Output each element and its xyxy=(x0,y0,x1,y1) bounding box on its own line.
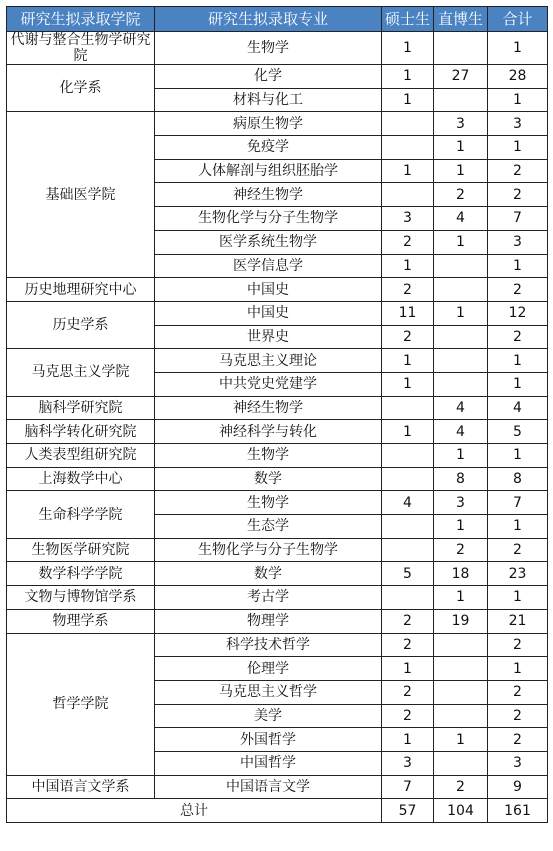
master-count-cell: 1 xyxy=(382,65,434,89)
master-count-cell: 3 xyxy=(382,207,434,231)
major-cell: 马克思主义哲学 xyxy=(155,680,382,704)
total-count-cell: 1 xyxy=(488,254,548,278)
master-count-cell: 2 xyxy=(382,680,434,704)
master-count-cell xyxy=(382,136,434,160)
master-count-cell: 2 xyxy=(382,278,434,302)
total-count-cell: 21 xyxy=(488,609,548,633)
master-count-cell: 1 xyxy=(382,159,434,183)
phd-count-cell xyxy=(434,254,488,278)
total-count-cell: 1 xyxy=(488,372,548,396)
phd-count-cell: 1 xyxy=(434,136,488,160)
total-count-cell: 3 xyxy=(488,751,548,775)
total-count-cell: 2 xyxy=(488,538,548,562)
major-cell: 外国哲学 xyxy=(155,728,382,752)
department-cell: 人类表型组研究院 xyxy=(7,444,155,468)
major-cell: 医学系统生物学 xyxy=(155,230,382,254)
major-cell: 病原生物学 xyxy=(155,112,382,136)
phd-count-cell: 19 xyxy=(434,609,488,633)
total-count-cell: 2 xyxy=(488,633,548,657)
table-row xyxy=(7,609,548,633)
department-cell: 化学系 xyxy=(7,65,155,112)
major-cell: 伦理学 xyxy=(155,657,382,681)
department-cell: 基础医学院 xyxy=(7,112,155,278)
master-count-cell xyxy=(382,183,434,207)
phd-count-cell: 1 xyxy=(434,230,488,254)
table-row xyxy=(7,301,548,325)
major-cell: 数学 xyxy=(155,562,382,586)
table-row xyxy=(7,467,548,491)
department-cell: 哲学学院 xyxy=(7,633,155,775)
phd-count-cell: 2 xyxy=(434,775,488,799)
total-count-cell: 2 xyxy=(488,183,548,207)
total-count-cell: 1 xyxy=(488,586,548,610)
master-count-cell xyxy=(382,586,434,610)
total-count-cell: 2 xyxy=(488,159,548,183)
phd-count-cell: 1 xyxy=(434,159,488,183)
department-cell: 历史地理研究中心 xyxy=(7,278,155,302)
major-cell: 生物化学与分子生物学 xyxy=(155,538,382,562)
totals-total: 161 xyxy=(488,799,548,823)
total-count-cell: 28 xyxy=(488,65,548,89)
major-cell: 考古学 xyxy=(155,586,382,610)
department-cell: 物理学系 xyxy=(7,609,155,633)
master-count-cell xyxy=(382,467,434,491)
major-cell: 世界史 xyxy=(155,325,382,349)
phd-count-cell xyxy=(434,88,488,112)
master-count-cell: 3 xyxy=(382,751,434,775)
department-cell: 代谢与整合生物学研究院 xyxy=(7,32,155,65)
phd-count-cell: 1 xyxy=(434,728,488,752)
phd-count-cell xyxy=(434,32,488,65)
major-cell: 生物学 xyxy=(155,32,382,65)
master-count-cell: 1 xyxy=(382,32,434,65)
major-cell: 材料与化工 xyxy=(155,88,382,112)
table-row xyxy=(7,491,548,515)
department-cell: 中国语言文学系 xyxy=(7,775,155,799)
major-cell: 中国史 xyxy=(155,278,382,302)
major-cell: 神经科学与转化 xyxy=(155,420,382,444)
master-count-cell: 7 xyxy=(382,775,434,799)
table-row xyxy=(7,633,548,657)
phd-count-cell: 8 xyxy=(434,467,488,491)
total-count-cell: 1 xyxy=(488,657,548,681)
master-count-cell: 1 xyxy=(382,728,434,752)
phd-count-cell: 4 xyxy=(434,396,488,420)
master-count-cell: 4 xyxy=(382,491,434,515)
major-cell: 物理学 xyxy=(155,609,382,633)
master-count-cell: 11 xyxy=(382,301,434,325)
total-count-cell: 1 xyxy=(488,349,548,373)
major-cell: 生物学 xyxy=(155,444,382,468)
phd-count-cell: 1 xyxy=(434,444,488,468)
master-count-cell xyxy=(382,515,434,539)
table-row xyxy=(7,349,548,373)
total-count-cell: 8 xyxy=(488,467,548,491)
phd-count-cell: 18 xyxy=(434,562,488,586)
table-row xyxy=(7,562,548,586)
header-master: 硕士生 xyxy=(382,7,434,32)
department-cell: 上海数学中心 xyxy=(7,467,155,491)
table-row xyxy=(7,444,548,468)
total-count-cell: 23 xyxy=(488,562,548,586)
phd-count-cell: 1 xyxy=(434,586,488,610)
phd-count-cell xyxy=(434,349,488,373)
phd-count-cell: 3 xyxy=(434,112,488,136)
table-row xyxy=(7,278,548,302)
total-count-cell: 1 xyxy=(488,136,548,160)
major-cell: 生物学 xyxy=(155,491,382,515)
major-cell: 化学 xyxy=(155,65,382,89)
phd-count-cell xyxy=(434,704,488,728)
major-cell: 中国哲学 xyxy=(155,751,382,775)
phd-count-cell xyxy=(434,633,488,657)
totals-phd: 104 xyxy=(434,799,488,823)
phd-count-cell: 27 xyxy=(434,65,488,89)
table-row xyxy=(7,420,548,444)
phd-count-cell: 1 xyxy=(434,301,488,325)
header-phd: 直博生 xyxy=(434,7,488,32)
master-count-cell: 1 xyxy=(382,657,434,681)
total-count-cell: 1 xyxy=(488,32,548,65)
header-major: 研究生拟录取专业 xyxy=(155,7,382,32)
department-cell: 数学科学学院 xyxy=(7,562,155,586)
major-cell: 科学技术哲学 xyxy=(155,633,382,657)
major-cell: 神经生物学 xyxy=(155,396,382,420)
total-count-cell: 1 xyxy=(488,88,548,112)
total-count-cell: 3 xyxy=(488,230,548,254)
major-cell: 神经生物学 xyxy=(155,183,382,207)
total-count-cell: 7 xyxy=(488,207,548,231)
department-cell: 生物医学研究院 xyxy=(7,538,155,562)
phd-count-cell xyxy=(434,278,488,302)
header-row xyxy=(7,7,548,32)
master-count-cell: 1 xyxy=(382,372,434,396)
total-count-cell: 2 xyxy=(488,704,548,728)
table-row xyxy=(7,65,548,89)
phd-count-cell xyxy=(434,751,488,775)
major-cell: 中共党史党建学 xyxy=(155,372,382,396)
major-cell: 中国语言文学 xyxy=(155,775,382,799)
master-count-cell: 1 xyxy=(382,420,434,444)
major-cell: 生物化学与分子生物学 xyxy=(155,207,382,231)
totals-label: 总计 xyxy=(7,799,382,823)
table-body xyxy=(7,32,548,799)
phd-count-cell: 4 xyxy=(434,207,488,231)
master-count-cell xyxy=(382,538,434,562)
major-cell: 医学信息学 xyxy=(155,254,382,278)
phd-count-cell xyxy=(434,657,488,681)
master-count-cell xyxy=(382,396,434,420)
total-count-cell: 9 xyxy=(488,775,548,799)
table-row xyxy=(7,586,548,610)
master-count-cell xyxy=(382,444,434,468)
master-count-cell: 1 xyxy=(382,88,434,112)
major-cell: 生态学 xyxy=(155,515,382,539)
major-cell: 马克思主义理论 xyxy=(155,349,382,373)
department-cell: 马克思主义学院 xyxy=(7,349,155,396)
master-count-cell: 2 xyxy=(382,325,434,349)
phd-count-cell xyxy=(434,680,488,704)
master-count-cell: 2 xyxy=(382,609,434,633)
totals-master: 57 xyxy=(382,799,434,823)
total-count-cell: 5 xyxy=(488,420,548,444)
master-count-cell: 5 xyxy=(382,562,434,586)
total-count-cell: 12 xyxy=(488,301,548,325)
department-cell: 脑科学研究院 xyxy=(7,396,155,420)
major-cell: 人体解剖与组织胚胎学 xyxy=(155,159,382,183)
total-count-cell: 2 xyxy=(488,325,548,349)
admissions-table xyxy=(6,6,548,823)
phd-count-cell: 1 xyxy=(434,515,488,539)
table-row xyxy=(7,32,548,65)
phd-count-cell: 4 xyxy=(434,420,488,444)
phd-count-cell xyxy=(434,372,488,396)
phd-count-cell: 3 xyxy=(434,491,488,515)
total-count-cell: 2 xyxy=(488,728,548,752)
major-cell: 中国史 xyxy=(155,301,382,325)
department-cell: 脑科学转化研究院 xyxy=(7,420,155,444)
master-count-cell: 2 xyxy=(382,230,434,254)
phd-count-cell xyxy=(434,325,488,349)
department-cell: 文物与博物馆学系 xyxy=(7,586,155,610)
master-count-cell xyxy=(382,112,434,136)
department-cell: 生命科学学院 xyxy=(7,491,155,538)
phd-count-cell: 2 xyxy=(434,538,488,562)
total-count-cell: 2 xyxy=(488,278,548,302)
table-row xyxy=(7,775,548,799)
total-count-cell: 1 xyxy=(488,444,548,468)
table-row xyxy=(7,538,548,562)
total-count-cell: 7 xyxy=(488,491,548,515)
major-cell: 美学 xyxy=(155,704,382,728)
table-row xyxy=(7,396,548,420)
header-department: 研究生拟录取学院 xyxy=(7,7,155,32)
total-count-cell: 4 xyxy=(488,396,548,420)
header-total: 合计 xyxy=(488,7,548,32)
major-cell: 数学 xyxy=(155,467,382,491)
master-count-cell: 2 xyxy=(382,633,434,657)
table-row xyxy=(7,112,548,136)
master-count-cell: 1 xyxy=(382,254,434,278)
major-cell: 免疫学 xyxy=(155,136,382,160)
department-cell: 历史学系 xyxy=(7,301,155,348)
master-count-cell: 1 xyxy=(382,349,434,373)
phd-count-cell: 2 xyxy=(434,183,488,207)
total-count-cell: 2 xyxy=(488,680,548,704)
master-count-cell: 2 xyxy=(382,704,434,728)
total-count-cell: 1 xyxy=(488,515,548,539)
total-count-cell: 3 xyxy=(488,112,548,136)
totals-row xyxy=(7,799,548,823)
